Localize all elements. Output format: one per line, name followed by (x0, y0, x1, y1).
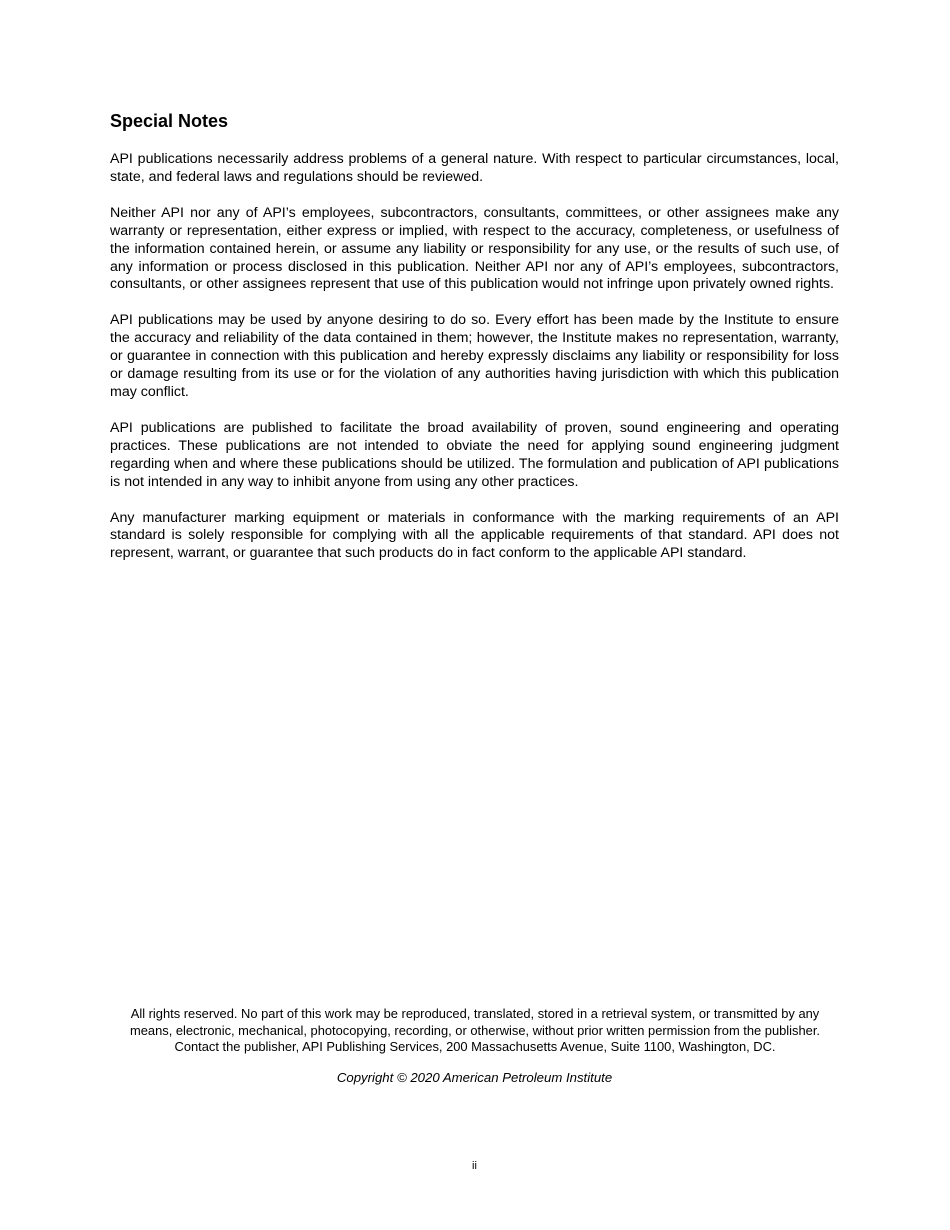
paragraph-general-nature: API publications necessarily address problems of a general nature. With respect to particular circumstances, local, state, and federal laws and regulations should be reviewed. (110, 151, 839, 185)
copyright-line: Copyright © 2020 American Petroleum Institute (336, 1070, 613, 1085)
page-title: Special Notes (110, 111, 229, 131)
paragraph-no-warranty: Neither API nor any of API’s employees, subcontractors, consultants, committees, or other assignees make any warranty or representation, either express or implied, with respect to the accuracy, completeness, or usefulness of the information contained herein, or assume any liability or responsibility for any use, or the results of such use, of any information or process disclosed in this publication. Neither API nor any of API’s employees, subcontractors, consultants, or other assignees represent that use of this publication would not infringe upon privately owned rights. (110, 204, 839, 293)
rights-reserved-notice: All rights reserved. No part of this work may be reproduced, translated, stored in a retrieval system, or transmitted by any means, electronic, mechanical, photocopying, recording, or otherwise, without prior written permission from the publisher. Contact the publisher, API Publishing Services, 200 Massachusetts Avenue, Suite 1100, Washington, DC. (130, 1006, 820, 1054)
special-notes-body (110, 151, 839, 581)
paragraph-manufacturer-marking: Any manufacturer marking equipment or materials in conformance with the marking requirements of an API standard is solely responsible for complying with all the applicable requirements of that standard. API does not represent, warrant, or guarantee that such products do in fact conform to the applicable API standard. (110, 509, 839, 562)
page-number: ii (472, 1160, 477, 1172)
paragraph-engineering-practices: API publications are published to facilitate the broad availability of proven, sound engineering and operating practices. These publications are not intended to obviate the need for applying sound engineering judgment regarding when and where these publications should be utilized. The formulation and publication of API publications is not intended in any way to inhibit anyone from using any other practices. (110, 419, 839, 490)
paragraph-use-disclaimer: API publications may be used by anyone desiring to do so. Every effort has been made by the Institute to ensure the accuracy and reliability of the data contained in them; however, the Institute makes no representation, warranty, or guarantee in connection with this publication and hereby expressly disclaims any liability or responsibility for loss or damage resulting from its use or for the violation of any authorities having jurisdiction with which this publication may conflict. (110, 312, 839, 400)
